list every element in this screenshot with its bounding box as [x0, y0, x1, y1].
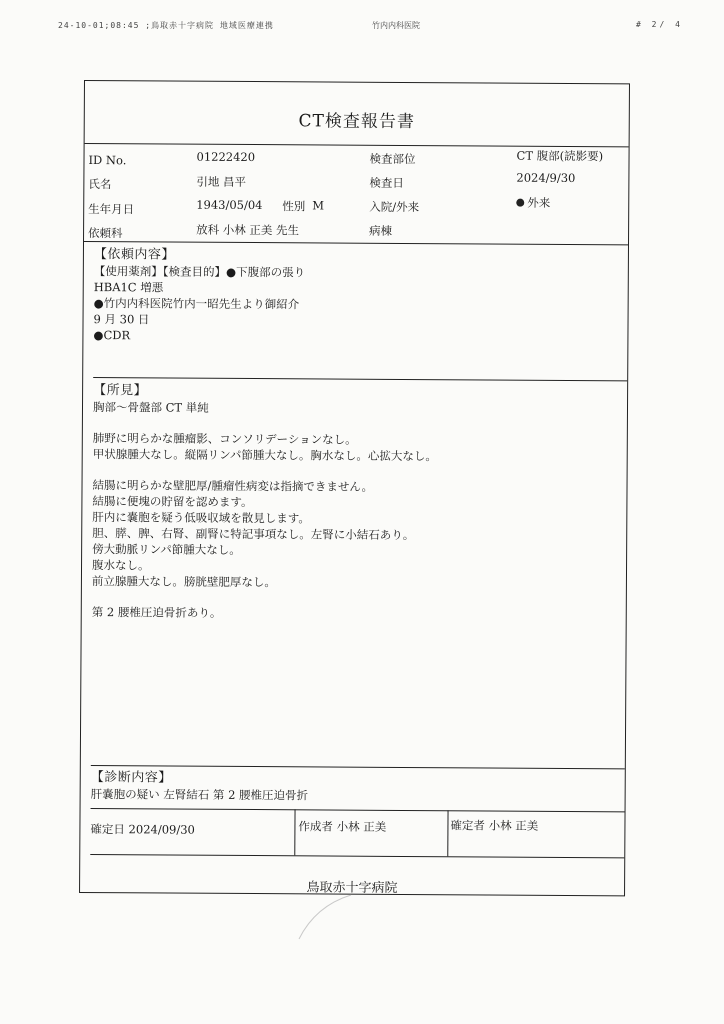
request-line: 【使用薬剤】【検査目的】●下腹部の張り	[93, 264, 306, 280]
author-name: 小林 正美	[336, 819, 387, 834]
request-line: HBA1C 増悪	[93, 280, 164, 295]
findings-line: 前立腺腫大なし。膀胱壁肥厚なし。	[91, 574, 276, 590]
id-label: ID No.	[88, 153, 127, 168]
diagnosis-section	[91, 770, 625, 805]
fax-page-number: # 2/ 4	[636, 20, 683, 29]
findings-line: 傍大動脈リンパ節腫大なし。	[92, 542, 241, 557]
selected-dot-icon	[516, 199, 524, 207]
diagnosis-heading: 【診断内容】	[90, 770, 172, 786]
author-label: 作成者	[298, 819, 333, 834]
diagnosis-text: 肝嚢胞の疑い 左腎結石 第 2 腰椎圧迫骨折	[90, 787, 309, 803]
hospital-name: 鳥取赤十字病院	[306, 880, 398, 896]
section-divider	[91, 765, 625, 769]
signoff-divider	[447, 810, 448, 856]
confirm-date-label: 確定日	[90, 822, 125, 837]
section-divider	[91, 808, 625, 812]
name-label: 氏名	[88, 177, 112, 192]
findings-line: 結腸に明らかな壁肥厚/腫瘤性病変は指摘できません。	[92, 478, 374, 494]
findings-line: 肝内に嚢胞を疑う低吸収域を散見します。	[92, 510, 310, 526]
findings-heading: 【所見】	[93, 383, 148, 399]
approver	[450, 817, 538, 834]
dept-value: 放科 小林 正美 先生	[196, 222, 300, 238]
dept-label: 依頼科	[88, 226, 123, 241]
request-line: 9 月 30 日	[93, 312, 150, 327]
findings-line: 腹水なし。	[91, 558, 150, 573]
inout-value	[516, 195, 550, 211]
findings-section	[92, 383, 627, 623]
author	[298, 818, 386, 835]
request-line: ●竹内内科医院竹内一昭先生より御紹介	[93, 296, 300, 312]
sex-value: M	[312, 198, 325, 213]
inout-value-text: 外来	[527, 195, 551, 210]
request-body	[93, 263, 627, 346]
patient-name: 引地 昌平	[196, 174, 247, 189]
signoff-divider	[294, 809, 295, 855]
id-value: 01222420	[196, 149, 256, 165]
dob-value: 1943/05/04	[196, 197, 263, 213]
request-line: ●CDR	[93, 328, 131, 343]
request-heading: 【依頼内容】	[93, 247, 175, 263]
confirm-date-value: 2024/09/30	[128, 822, 195, 837]
confirm-date	[90, 821, 195, 838]
report-title: CT検査報告書	[85, 81, 629, 147]
exam-date-value: 2024/9/30	[516, 170, 576, 186]
pen-stroke-mark	[295, 885, 355, 945]
fax-header-sender: 竹内内科医院	[372, 21, 420, 30]
findings-line: 胸部～骨盤部 CT 単純	[92, 400, 209, 415]
findings-line: 第 2 腰椎圧迫骨折あり。	[91, 605, 222, 620]
fax-header-left: 24-10-01;08:45 ;鳥取赤十字病院 地域医療連携	[58, 21, 274, 30]
findings-line: 甲状腺腫大なし。縦隔リンパ節腫大なし。胸水なし。心拡大なし。	[92, 447, 437, 464]
exam-part-value: CT 腹部(読影要)	[516, 148, 604, 164]
ct-report-form	[79, 80, 630, 896]
ward-label: 病棟	[369, 223, 393, 238]
dob-label: 生年月日	[88, 202, 135, 217]
sex-label: 性別	[282, 199, 306, 214]
findings-line: 結腸に便塊の貯留を認めます。	[92, 494, 253, 510]
request-section	[93, 247, 628, 346]
findings-line: 肺野に明らかな腫瘤影、コンソリデーションなし。	[92, 431, 357, 447]
approver-label: 確定者	[450, 818, 485, 833]
approver-name: 小林 正美	[488, 818, 539, 833]
patient-info-block	[84, 143, 629, 245]
section-divider	[93, 377, 627, 381]
exam-date-label: 検査日	[369, 175, 404, 190]
inout-label: 入院/外来	[369, 199, 420, 215]
exam-part-label: 検査部位	[369, 151, 416, 167]
section-divider	[90, 854, 624, 858]
findings-line: 胆、膵、脾、右腎、副腎に特記事項なし。左腎に小結石あり。	[92, 526, 415, 543]
